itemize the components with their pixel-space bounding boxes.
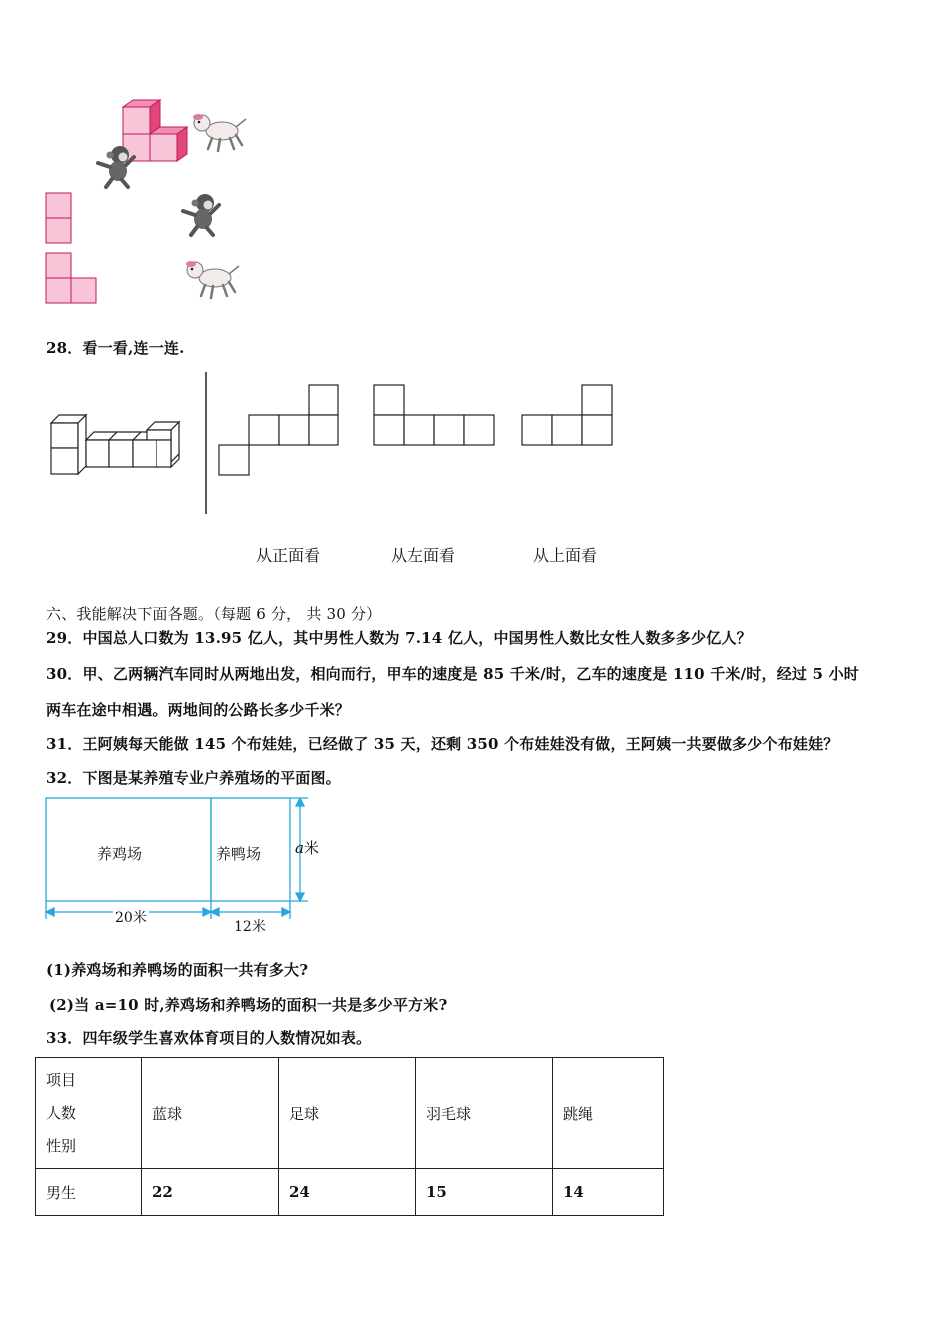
width1-label: 20米: [113, 907, 149, 927]
table-cell: 24: [279, 1169, 416, 1216]
monkey-icon: [183, 194, 219, 235]
q28-text: 28．看一看,连一连.: [46, 339, 185, 357]
q32-sub1: (1)养鸡场和养鸭场的面积一共有多大?: [46, 961, 309, 979]
view-shape-2: [374, 385, 494, 445]
height-unit: 米: [303, 839, 319, 857]
sports-table: [35, 1057, 664, 1216]
table-row: [36, 1169, 664, 1216]
q31-text: 31．王阿姨每天能做 145 个布娃娃，已经做了 35 天，还剩 350 个布娃娃没有做，王阿姨一共要做多少个布娃娃？: [46, 735, 839, 753]
q32-text: 32．下图是某养殖专业户养殖场的平面图。: [46, 769, 341, 787]
q32-sub2: (2)当 a=10 时,养鸡场和养鸭场的面积一共是多少平方米?: [49, 996, 448, 1014]
q30-line1: 30．甲、乙两辆汽车同时从两地出发，相向而行，甲车的速度是 85 千米/时，乙车的速度是 110 千米/时，经过 5 小时: [46, 665, 859, 683]
view-shape-3: [522, 385, 612, 445]
label-front-view: 从正面看: [256, 546, 321, 565]
q33-text: 33．四年级学生喜欢体育项目的人数情况如表。: [46, 1029, 372, 1047]
table-cell: 15: [416, 1169, 553, 1216]
q27-figure: [40, 95, 260, 310]
view-option-l-shape: [46, 253, 96, 303]
dog-icon: [193, 114, 246, 151]
duck-farm-label: 养鸭场: [216, 845, 262, 863]
row-label: 男生: [36, 1169, 142, 1216]
table-cell: 14: [553, 1169, 664, 1216]
section-6-heading: 六、我能解决下面各题。（每题 6 分， 共 30 分）: [46, 605, 382, 623]
header-line-item: 项目: [46, 1070, 77, 1089]
header-line-gender: 性别: [46, 1136, 77, 1155]
q29-text: 29．中国总人口数为 13.95 亿人，其中男性人数为 7.14 亿人，中国男性人数比女性人数多多少亿人？: [46, 629, 752, 647]
header-line-count: 人数: [46, 1103, 77, 1122]
column-header: 足球: [279, 1058, 416, 1169]
column-header: 蓝球: [142, 1058, 279, 1169]
q28-figure: [40, 368, 630, 518]
chicken-farm-label: 养鸡场: [97, 845, 143, 863]
column-header: 羽毛球: [416, 1058, 553, 1169]
label-top-view: 从上面看: [533, 546, 598, 565]
farm-plan-diagram: [40, 793, 330, 938]
view-option-column: [46, 193, 71, 243]
header-diagonal-cell: [36, 1058, 142, 1169]
q30-line2: 两车在途中相遇。两地间的公路长多少千米？: [46, 701, 351, 719]
dog-icon: [186, 261, 239, 298]
view-shape-1: [219, 385, 338, 475]
height-variable: a: [295, 839, 304, 857]
cube-stack-3d: [123, 100, 187, 161]
width2-label: 12米: [234, 919, 266, 935]
table-header-row: [36, 1058, 664, 1169]
height-label: [295, 837, 319, 858]
column-header: 跳绳: [553, 1058, 664, 1169]
cube-solid-3d: [51, 415, 179, 474]
label-left-view: 从左面看: [391, 546, 456, 565]
table-cell: 22: [142, 1169, 279, 1216]
